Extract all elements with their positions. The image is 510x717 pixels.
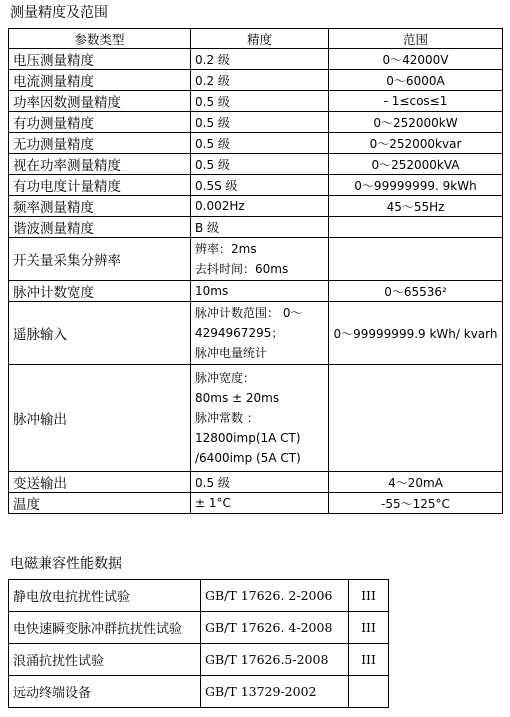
table-row bbox=[9, 580, 389, 612]
grade-cell: III bbox=[349, 612, 389, 644]
test-name-cell: 远动终端设备 bbox=[9, 676, 201, 708]
accuracy-cell: 0.5S 级 bbox=[191, 175, 329, 196]
range-cell: -55～125°C bbox=[329, 493, 503, 514]
range-cell: 0～252000kvar bbox=[329, 133, 503, 154]
column-header-range: 范围 bbox=[329, 29, 503, 49]
accuracy-line: 80ms ± 20ms bbox=[195, 391, 280, 405]
param-cell: 电压测量精度 bbox=[9, 49, 191, 70]
table-row bbox=[9, 112, 503, 133]
param-cell: 遥脉输入 bbox=[9, 302, 191, 365]
param-cell: 脉冲输出 bbox=[9, 365, 191, 472]
range-cell: 0～99999999. 9kWh bbox=[329, 175, 503, 196]
accuracy-cell: 0.5 级 bbox=[191, 472, 329, 493]
table-row bbox=[9, 302, 503, 365]
range-cell: 0～99999999.9 kWh/ kvarh bbox=[329, 302, 503, 365]
standard-cell: GB/T 17626. 2-2006 bbox=[201, 580, 349, 612]
accuracy-cell: 0.5 级 bbox=[191, 133, 329, 154]
param-cell: 有功电度计量精度 bbox=[9, 175, 191, 196]
accuracy-cell: 0.002Hz bbox=[191, 196, 329, 217]
table-header-row bbox=[9, 29, 503, 49]
param-cell: 谐波测量精度 bbox=[9, 217, 191, 238]
accuracy-line: 脉冲宽度： bbox=[195, 371, 256, 385]
range-cell: 45～55Hz bbox=[329, 196, 503, 217]
table-row bbox=[9, 217, 503, 238]
table-row bbox=[9, 133, 503, 154]
range-cell bbox=[329, 217, 503, 238]
grade-cell: III bbox=[349, 644, 389, 676]
measurement-spec-table bbox=[8, 28, 503, 514]
range-cell bbox=[329, 365, 503, 472]
accuracy-cell: ± 1°C bbox=[191, 493, 329, 514]
table-row bbox=[9, 365, 503, 472]
test-name-cell: 电快速瞬变脉冲群抗扰性试验 bbox=[9, 612, 201, 644]
param-cell: 变送输出 bbox=[9, 472, 191, 493]
grade-cell: III bbox=[349, 580, 389, 612]
standard-cell: GB/T 17626. 4-2008 bbox=[201, 612, 349, 644]
table-row bbox=[9, 676, 389, 708]
table-row bbox=[9, 70, 503, 91]
range-cell: 0～6000A bbox=[329, 70, 503, 91]
table-row bbox=[9, 612, 389, 644]
table-row bbox=[9, 196, 503, 217]
table-row bbox=[9, 49, 503, 70]
accuracy-line: 去抖时间：60ms bbox=[195, 262, 289, 276]
section-title-emc: 电磁兼容性能数据 bbox=[10, 556, 122, 572]
accuracy-cell: 0.5 级 bbox=[191, 154, 329, 175]
range-cell: 0～252000kVA bbox=[329, 154, 503, 175]
accuracy-cell: 0.2 级 bbox=[191, 70, 329, 91]
range-cell: 0～42000V bbox=[329, 49, 503, 70]
range-cell: - 1≤cos≤1 bbox=[329, 91, 503, 112]
test-name-cell: 静电放电抗扰性试验 bbox=[9, 580, 201, 612]
accuracy-cell bbox=[191, 302, 329, 365]
range-cell: 4～20mA bbox=[329, 472, 503, 493]
range-cell: 0～65536² bbox=[329, 281, 503, 302]
accuracy-cell: 0.5 级 bbox=[191, 91, 329, 112]
accuracy-line: 辨率：2ms bbox=[195, 242, 257, 256]
range-cell bbox=[329, 238, 503, 281]
param-cell: 无功测量精度 bbox=[9, 133, 191, 154]
table-row bbox=[9, 472, 503, 493]
param-cell: 视在功率测量精度 bbox=[9, 154, 191, 175]
column-header-param: 参数类型 bbox=[9, 29, 191, 49]
param-cell: 开关量采集分辨率 bbox=[9, 238, 191, 281]
standard-cell: GB/T 17626.5-2008 bbox=[201, 644, 349, 676]
accuracy-cell bbox=[191, 365, 329, 472]
table-row bbox=[9, 238, 503, 281]
param-cell: 功率因数测量精度 bbox=[9, 91, 191, 112]
accuracy-cell bbox=[191, 238, 329, 281]
standard-cell: GB/T 13729-2002 bbox=[201, 676, 349, 708]
accuracy-cell: B 级 bbox=[191, 217, 329, 238]
emc-table bbox=[8, 579, 389, 708]
param-cell: 温度 bbox=[9, 493, 191, 514]
accuracy-line: 4294967295； bbox=[195, 326, 284, 340]
accuracy-line: 脉冲电量统计 bbox=[195, 346, 268, 360]
accuracy-cell: 0.5 级 bbox=[191, 112, 329, 133]
table-row bbox=[9, 91, 503, 112]
accuracy-cell: 0.2 级 bbox=[191, 49, 329, 70]
param-cell: 电流测量精度 bbox=[9, 70, 191, 91]
table-row bbox=[9, 175, 503, 196]
param-cell: 脉冲计数宽度 bbox=[9, 281, 191, 302]
section-title-measurement: 测量精度及范围 bbox=[10, 5, 108, 21]
table-row bbox=[9, 281, 503, 302]
range-cell: 0～252000kW bbox=[329, 112, 503, 133]
accuracy-line: 脉冲常数 ： bbox=[195, 411, 259, 425]
table-row bbox=[9, 154, 503, 175]
test-name-cell: 浪涌抗扰性试验 bbox=[9, 644, 201, 676]
accuracy-line: /6400imp (5A CT) bbox=[195, 451, 301, 465]
param-cell: 频率测量精度 bbox=[9, 196, 191, 217]
table-row bbox=[9, 493, 503, 514]
column-header-accuracy: 精度 bbox=[191, 29, 329, 49]
grade-cell bbox=[349, 676, 389, 708]
accuracy-line: 脉冲计数范围： 0～ bbox=[195, 306, 303, 320]
accuracy-line: 12800imp(1A CT) bbox=[195, 431, 301, 445]
table-row bbox=[9, 644, 389, 676]
param-cell: 有功测量精度 bbox=[9, 112, 191, 133]
accuracy-cell: 10ms bbox=[191, 281, 329, 302]
